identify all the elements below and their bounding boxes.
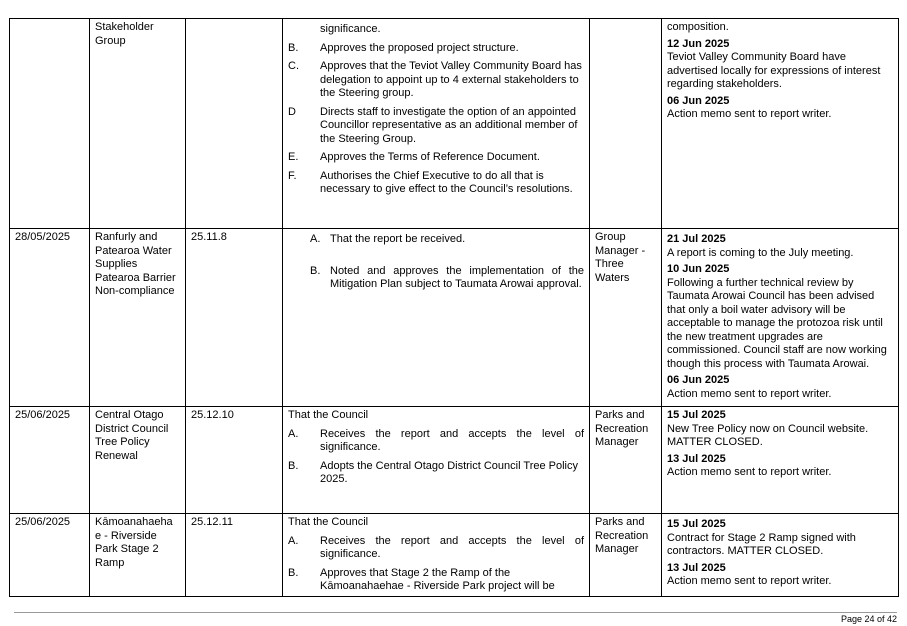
meeting-date-cell: 25/06/2025 <box>10 407 90 514</box>
resolution-intro: That the Council <box>288 409 369 421</box>
progress-entry: 06 Jun 2025 Action memo sent to report writer. <box>667 374 832 400</box>
resolution-item: B. Approves the proposed project structure. <box>288 41 519 54</box>
progress-cell <box>662 229 899 407</box>
resolution-cell <box>283 407 590 514</box>
progress-entry: 12 Jun 2025 Teviot Valley Community Board have advertised locally for expressions of interest regarding stakeholders. <box>667 37 881 90</box>
progress-entry: 15 Jul 2025 Contract for Stage 2 Ramp signed with contractors. MATTER CLOSED. <box>667 518 856 557</box>
resolution-item: significance. <box>320 23 381 35</box>
progress-entry: 21 Jul 2025 A report is coming to the July meeting. <box>667 233 854 259</box>
page-number: Page 24 of 42 <box>840 614 897 624</box>
resolution-item: E. Approves the Terms of Reference Document. <box>288 151 540 163</box>
resolution-item: A. That the report be received. <box>310 233 466 245</box>
table-row <box>10 514 899 597</box>
reference-cell: 25.12.10 <box>186 407 283 514</box>
owner-cell: Group Manager - Three Waters <box>590 229 662 407</box>
owner-cell <box>590 19 662 229</box>
progress-cell <box>662 407 899 514</box>
resolution-cell <box>283 514 590 597</box>
table-row <box>10 407 899 514</box>
resolution-item: B. Adopts the Central Otago District Council Tree Policy 2025. <box>288 459 579 485</box>
meeting-date-cell <box>10 19 90 229</box>
progress-entry: 15 Jul 2025 New Tree Policy now on Council website. MATTER CLOSED. <box>667 409 869 448</box>
progress-entry: 13 Jul 2025 Action memo sent to report writer. <box>667 452 832 478</box>
subject-cell: Central Otago District Council Tree Policy Renewal <box>90 407 186 514</box>
resolution-intro: That the Council <box>288 516 369 528</box>
meeting-date-cell: 28/05/2025 <box>10 229 90 407</box>
resolution-cell <box>283 19 590 229</box>
progress-entry: composition. <box>667 21 729 33</box>
subject-cell: Stakeholder Group <box>90 19 186 229</box>
action-tracker-table <box>9 18 899 597</box>
reference-cell: 25.11.8 <box>186 229 283 407</box>
resolution-item: C. Approves that the Teviot Valley Community Board has delegation to appoint up to 4 external stakeholders to the Steering group. <box>288 60 582 99</box>
table-row <box>10 19 899 229</box>
progress-cell <box>662 19 899 229</box>
resolution-cell <box>283 229 590 407</box>
subject-cell: Ranfurly and Patearoa Water Supplies Patearoa Barrier Non-compliance <box>90 229 186 407</box>
subject-cell: Kāmoanahaeha e - Riverside Park Stage 2 Ramp <box>90 514 186 597</box>
owner-cell: Parks and Recreation Manager <box>590 407 662 514</box>
progress-cell <box>662 514 899 597</box>
progress-entry: 10 Jun 2025 Following a further technical review by Taumata Arowai Council has been advised that only a boil water advisory will be acceptable to manage the protozoa risk until the new treatment upgrades are commissioned. Council staff are now working though this process with Taumata Arowai. <box>667 263 887 370</box>
reference-cell: 25.12.11 <box>186 514 283 597</box>
resolution-item: B. Approves that Stage 2 the Ramp of the Kāmoanahaehae - Riverside Park project will be <box>288 566 555 592</box>
resolution-item: A. Receives the report and accepts the level of significance. <box>288 427 584 453</box>
progress-entry: 13 Jul 2025 Action memo sent to report writer. <box>667 561 832 587</box>
footer-divider <box>14 612 897 613</box>
resolution-item: A. Receives the report and accepts the level of significance. <box>288 534 584 560</box>
progress-entry: 06 Jun 2025 Action memo sent to report writer. <box>667 94 832 120</box>
resolution-item: D Directs staff to investigate the option of an appointed Councillor representative as an additional member of the Steering Group. <box>288 105 578 145</box>
meeting-date-cell: 25/06/2025 <box>10 514 90 597</box>
resolution-item: B. Noted and approves the implementation of the Mitigation Plan subject to Taumata Arowai approval. <box>310 264 584 290</box>
table-row <box>10 229 899 407</box>
owner-cell: Parks and Recreation Manager <box>590 514 662 597</box>
resolution-item: F. Authorises the Chief Executive to do all that is necessary to give effect to the Council’s resolutions. <box>288 169 573 195</box>
reference-cell <box>186 19 283 229</box>
